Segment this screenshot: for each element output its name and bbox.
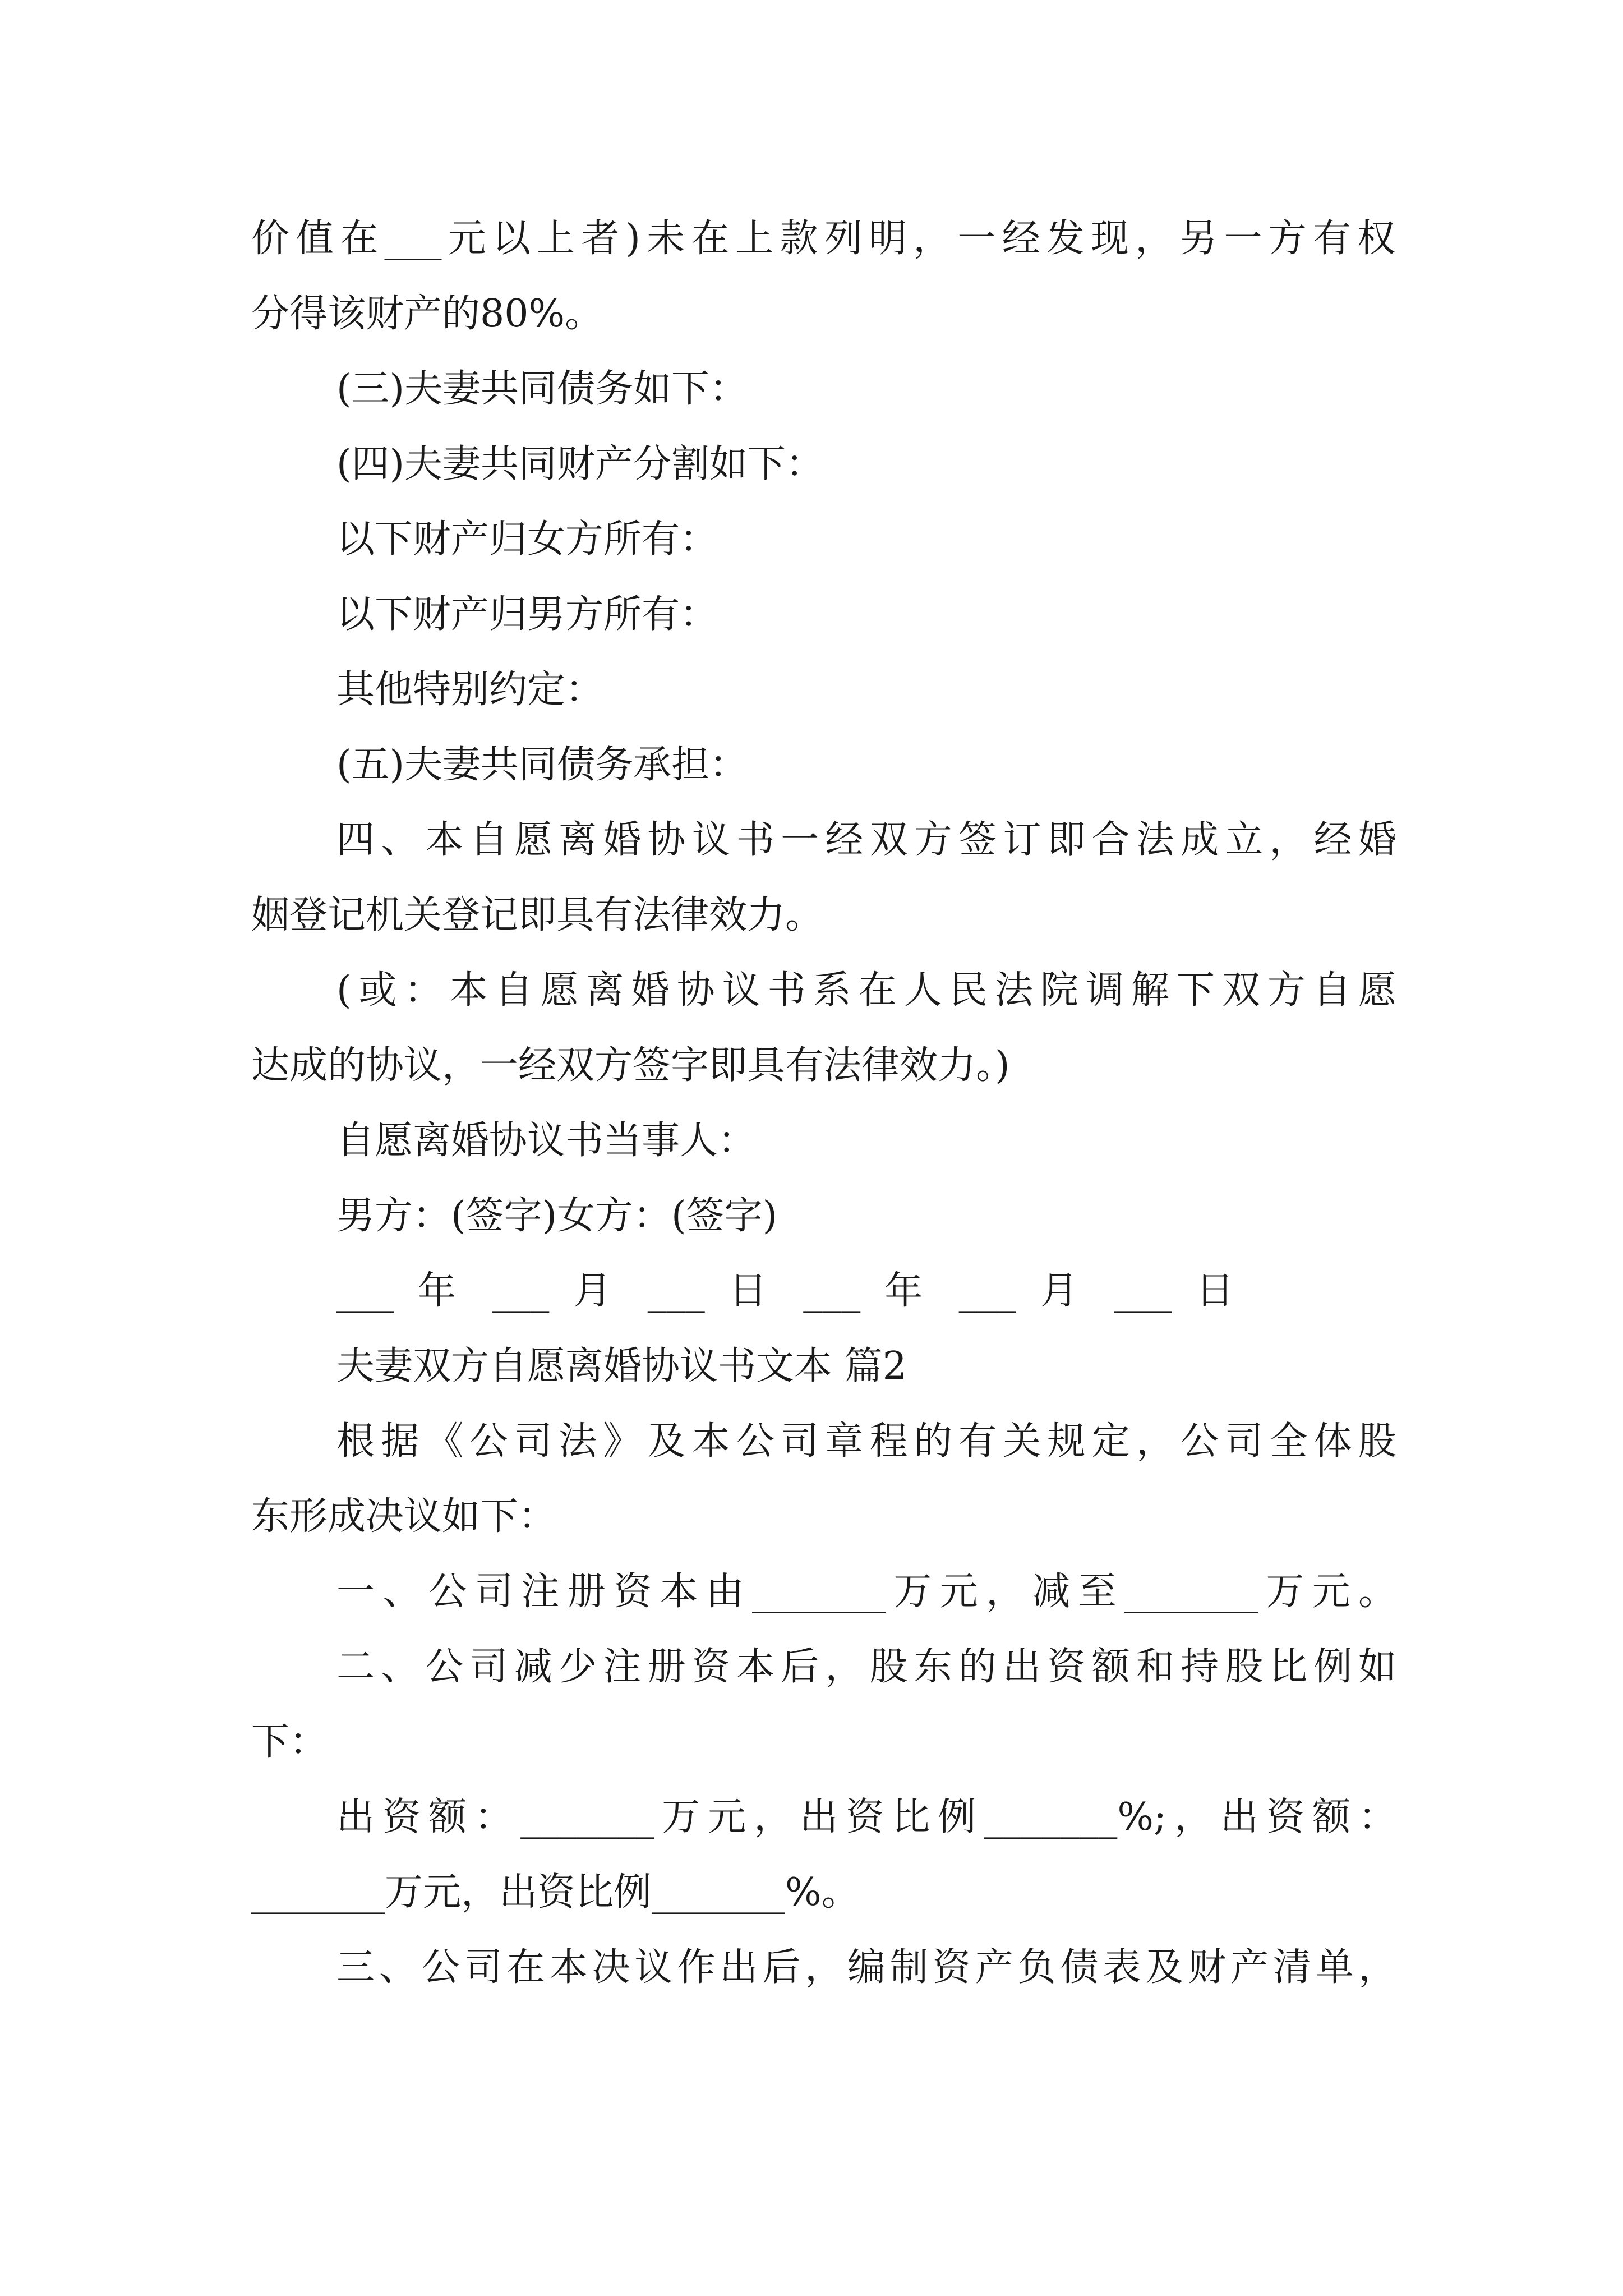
- paragraph-line: 以下财产归女方所有：: [336, 517, 718, 562]
- paragraph-line: (三)夫妻共同债务如下：: [336, 367, 748, 411]
- paragraph-line: 以下财产归男方所有：: [336, 592, 718, 637]
- paragraph-line: 东形成决议如下：: [251, 1494, 557, 1539]
- paragraph-line: 下：: [251, 1720, 328, 1764]
- paragraph-line: 自愿离婚协议书当事人：: [336, 1119, 757, 1163]
- paragraph-line: 男方：(签字)女方：(签字): [336, 1194, 778, 1238]
- paragraph-line: (或：本自愿离婚协议书系在人民法院调解下双方自愿: [336, 968, 1396, 1013]
- paragraph-line: 其他特别约定：: [336, 668, 604, 712]
- paragraph-line: 姻登记机关登记即具有法律效力。: [251, 893, 824, 937]
- paragraph-line: 达成的协议，一经双方签字即具有法律效力。): [251, 1043, 1010, 1088]
- paragraph-line: 价值在___元以上者)未在上款列明，一经发现，另一方有权: [251, 217, 1395, 261]
- paragraph-line: (五)夫妻共同债务承担：: [336, 743, 748, 787]
- paragraph-line: 四、本自愿离婚协议书一经双方签订即合法成立，经婚: [336, 818, 1396, 862]
- paragraph-line: _______万元，出资比例_______%。: [251, 1870, 860, 1915]
- section-heading: 夫妻双方自愿离婚协议书文本 篇2: [336, 1344, 907, 1388]
- paragraph-line: 分得该财产的80%。: [251, 292, 603, 336]
- paragraph-line: 出资额：_______万元，出资比例_______%;，出资额：: [336, 1795, 1396, 1839]
- paragraph-line: 三、公司在本决议作出后，编制资产负债表及财产清单，: [336, 1945, 1396, 1990]
- paragraph-line: (四)夫妻共同财产分割如下：: [336, 442, 824, 486]
- paragraph-line: 二、公司减少注册资本后，股东的出资额和持股比例如: [336, 1645, 1396, 1689]
- paragraph-line: 一、公司注册资本由_______万元，减至_______万元。: [336, 1570, 1396, 1614]
- paragraph-line: 根据《公司法》及本公司章程的有关规定，公司全体股: [336, 1419, 1396, 1464]
- date-blank-line: ___ 年 ___ 月 ___ 日 ___ 年 ___ 月 ___ 日: [336, 1269, 1234, 1313]
